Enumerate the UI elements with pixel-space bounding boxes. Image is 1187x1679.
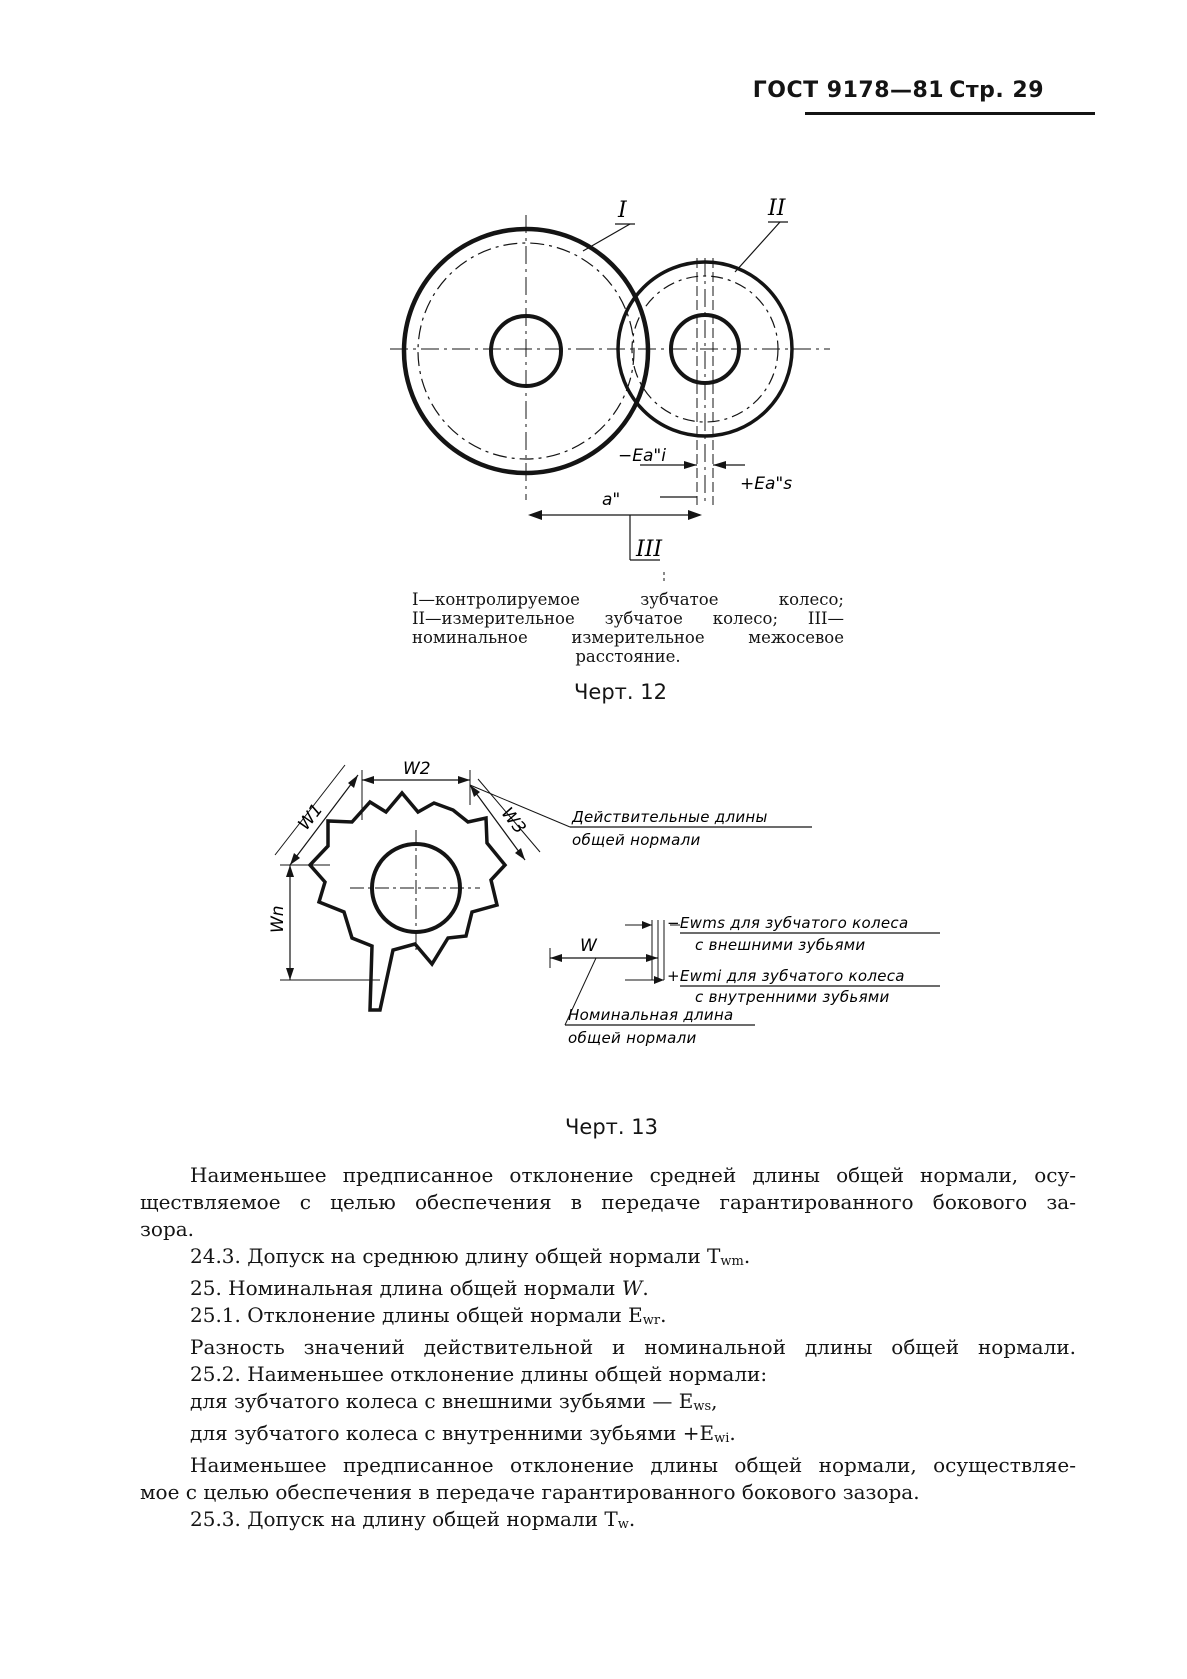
- label-ewmi-1: +Ewmi для зубчатого колеса: [667, 967, 905, 985]
- caption-line: I—контролируемое зубчатое колесо;: [412, 590, 844, 609]
- caption-line: расстояние.: [575, 647, 681, 666]
- label-wn: Wn: [268, 905, 288, 933]
- list-line: для зубчатого колеса с внутренними зубьями +Ewi.: [190, 1421, 736, 1446]
- paragraph-line: Наименьшее предписанное отклонение средней длины общей нормали, осу-: [190, 1163, 1076, 1187]
- clause-text: 24.3. Допуск на среднюю длину общей нормали T: [190, 1244, 721, 1268]
- clause-25-1: 25.1. Отклонение длины общей нормали Ewr.: [190, 1303, 667, 1328]
- standard-number: ГОСТ 9178—81: [752, 78, 945, 103]
- symbol-subscript: wr: [642, 1313, 661, 1328]
- figure-12-drawing: [0, 0, 1187, 600]
- caption-line: номинальное измерительное межосевое: [412, 628, 844, 647]
- symbol-w: W: [621, 1276, 643, 1300]
- clause-text: для зубчатого колеса с внешними зубьями — E: [190, 1389, 694, 1413]
- clause-text: 25.3. Допуск на длину общей нормали T: [190, 1507, 618, 1531]
- list-line: для зубчатого колеса с внешними зубьями — Ews,: [190, 1389, 718, 1414]
- figure-12-caption: [412, 590, 844, 666]
- paragraph-line: зора.: [140, 1217, 195, 1241]
- label-w1: W1: [294, 800, 328, 835]
- body-text: [140, 1162, 1076, 1538]
- gear-outline: [310, 793, 505, 1010]
- label-nominal-1: Номинальная длина: [568, 1006, 734, 1024]
- figure-12-title: Черт. 12: [574, 680, 667, 704]
- label-ea-i: −Ea"i: [618, 446, 666, 466]
- symbol-subscript: wi: [714, 1431, 730, 1446]
- label-ewmi-2: с внутренними зубьями: [695, 988, 890, 1006]
- label-w3: W3: [496, 803, 530, 839]
- clause-24-3: 24.3. Допуск на среднюю длину общей нормали Twm.: [190, 1244, 751, 1269]
- label-ewms-2: с внешними зубьями: [695, 936, 866, 954]
- label-a: a": [602, 490, 621, 510]
- clause-25-3: 25.3. Допуск на длину общей нормали Tw.: [190, 1507, 636, 1532]
- clause-text: 25. Номинальная длина общей нормали: [190, 1276, 622, 1300]
- clause-text: 25.1. Отклонение длины общей нормали E: [190, 1303, 643, 1327]
- label-actual-1: Действительные длины: [572, 808, 768, 826]
- label-w: W: [580, 936, 597, 956]
- clause-25: 25. Номинальная длина общей нормали W.: [190, 1276, 649, 1300]
- label-w2: W2: [403, 759, 431, 779]
- label-ea-s: +Ea"s: [740, 474, 793, 494]
- figure-13-drawing: [0, 740, 1187, 1100]
- label-distance: III: [636, 537, 663, 562]
- paragraph-line: ществляемое с целью обеспечения в передаче гарантированного бокового за-: [140, 1190, 1076, 1214]
- label-actual-2: общей нормали: [572, 831, 701, 849]
- paragraph-line: Разность значений действительной и номинальной длины общей нормали.: [190, 1335, 1076, 1359]
- figure-13-title: Черт. 13: [565, 1115, 658, 1139]
- label-ewms-1: −Ewms для зубчатого колеса: [667, 914, 909, 932]
- paragraph-line: мое с целью обеспечения в передаче гарантированного бокового зазора.: [140, 1480, 920, 1504]
- label-gear-1: I: [618, 198, 627, 223]
- symbol-subscript: ws: [693, 1399, 712, 1414]
- paragraph-line: Наименьшее предписанное отклонение длины общей нормали, осуществляе-: [190, 1453, 1076, 1477]
- clause-25-2: 25.2. Наименьшее отклонение длины общей нормали:: [190, 1362, 768, 1386]
- label-nominal-2: общей нормали: [568, 1029, 697, 1047]
- label-gear-2: II: [768, 196, 786, 221]
- clause-text: для зубчатого колеса с внутренними зубьями +E: [190, 1421, 715, 1445]
- caption-line: II—измерительное зубчатое колесо; III—: [412, 609, 844, 628]
- page-number: Стр. 29: [949, 78, 1044, 103]
- symbol-subscript: w: [617, 1517, 629, 1532]
- symbol-subscript: wm: [720, 1254, 744, 1269]
